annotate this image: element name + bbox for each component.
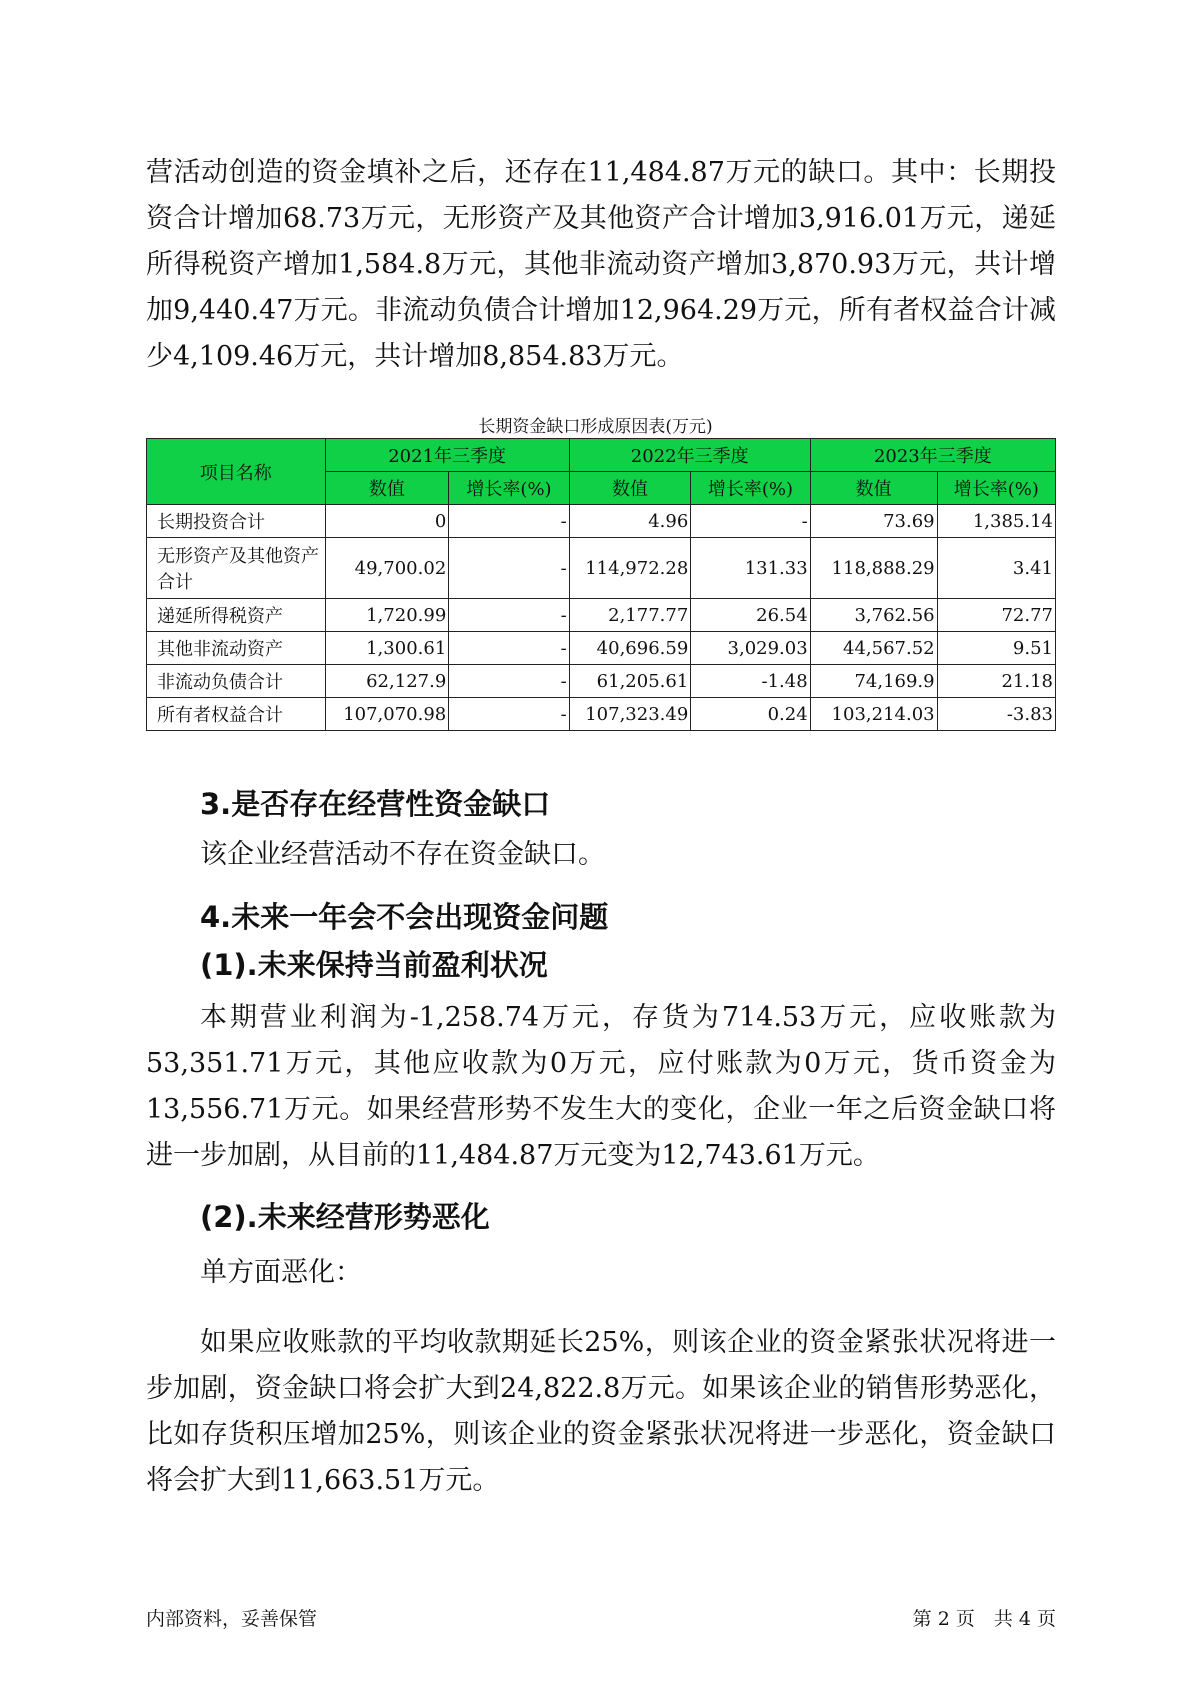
cell-growth: - <box>449 505 569 538</box>
period-header-2023: 2023年三季度 <box>810 439 1055 472</box>
cell-value: 61,205.61 <box>569 665 691 698</box>
worsen-paragraph: 如果应收账款的平均收款期延长25%，则该企业的资金紧张状况将进一步加剧，资金缺口将会扩大到24,822.8万元。如果该企业的销售形势恶化，比如存货积压增加25%，则该企业的资金紧张状况将进一步恶化，资金缺口将会扩大到11,663.51万元。 <box>146 1327 1056 1496</box>
cell-value: 49,700.02 <box>325 538 449 599</box>
cell-value: 2,177.77 <box>569 599 691 632</box>
cell-growth: 21.18 <box>937 665 1055 698</box>
period-header-2021: 2021年三季度 <box>325 439 569 472</box>
cell-growth: - <box>449 632 569 665</box>
cell-value: 4.96 <box>569 505 691 538</box>
item-name-header: 项目名称 <box>147 439 326 505</box>
cell-growth: - <box>449 698 569 731</box>
footer-confidential: 内部资料，妥善保管 <box>146 1608 318 1630</box>
cell-growth: -1.48 <box>691 665 810 698</box>
table-row <box>147 599 1056 632</box>
period-header-2022: 2022年三季度 <box>569 439 810 472</box>
capital-gap-table <box>146 438 1056 731</box>
cell-value: 62,127.9 <box>325 665 449 698</box>
table-row <box>147 665 1056 698</box>
single-side-label: 单方面恶化： <box>200 1257 362 1288</box>
footer-page-number: 第 2 页 共 4 页 <box>912 1608 1056 1630</box>
growth-header: 增长率(%) <box>937 472 1055 505</box>
cell-value: 73.69 <box>810 505 937 538</box>
section3-body: 该企业经营活动不存在资金缺口。 <box>200 839 605 870</box>
cell-growth: 26.54 <box>691 599 810 632</box>
table-row <box>147 505 1056 538</box>
cell-value: 1,300.61 <box>325 632 449 665</box>
cell-value: 107,070.98 <box>325 698 449 731</box>
table-row <box>147 698 1056 731</box>
cell-value: 3,762.56 <box>810 599 937 632</box>
cell-value: 0 <box>325 505 449 538</box>
cell-value: 107,323.49 <box>569 698 691 731</box>
cell-value: 118,888.29 <box>810 538 937 599</box>
value-header: 数值 <box>325 472 449 505</box>
cell-growth: - <box>691 505 810 538</box>
cell-growth: 3.41 <box>937 538 1055 599</box>
cell-growth: 0.24 <box>691 698 810 731</box>
cell-growth: 131.33 <box>691 538 810 599</box>
section3-heading: 3.是否存在经营性资金缺口 <box>200 787 551 821</box>
section4-heading: 4.未来一年会不会出现资金问题 <box>200 900 609 934</box>
row-name: 递延所得税资产 <box>147 599 326 632</box>
subsection1-heading: (1).未来保持当前盈利状况 <box>200 948 548 982</box>
row-name: 无形资产及其他资产合计 <box>147 538 326 599</box>
row-name: 非流动负债合计 <box>147 665 326 698</box>
cell-value: 114,972.28 <box>569 538 691 599</box>
table-row <box>147 538 1056 599</box>
profit-paragraph: 本期营业利润为-1,258.74万元，存货为714.53万元，应收账款为53,351.71万元，其他应收款为0万元，应付账款为0万元，货币资金为13,556.71万元。如果经营形势不发生大的变化，企业一年之后资金缺口将进一步加剧，从目前的11,484.87万元变为12,743.61万元。 <box>146 1002 1056 1171</box>
cell-growth: 3,029.03 <box>691 632 810 665</box>
value-header: 数值 <box>569 472 691 505</box>
row-name: 所有者权益合计 <box>147 698 326 731</box>
intro-paragraph: 营活动创造的资金填补之后，还存在11,484.87万元的缺口。其中：长期投资合计增加68.73万元，无形资产及其他资产合计增加3,916.01万元，递延所得税资产增加1,584.8万元，其他非流动资产增加3,870.93万元，共计增加9,440.47万元。非流动负债合计增加12,964.29万元，所有者权益合计减少4,109.46万元，共计增加8,854.83万元。 <box>146 157 1056 372</box>
cell-value: 103,214.03 <box>810 698 937 731</box>
cell-growth: - <box>449 538 569 599</box>
cell-growth: - <box>449 665 569 698</box>
cell-value: 74,169.9 <box>810 665 937 698</box>
cell-value: 40,696.59 <box>569 632 691 665</box>
cell-growth: -3.83 <box>937 698 1055 731</box>
row-name: 其他非流动资产 <box>147 632 326 665</box>
cell-growth: - <box>449 599 569 632</box>
cell-value: 44,567.52 <box>810 632 937 665</box>
subsection2-heading: (2).未来经营形势恶化 <box>200 1200 490 1234</box>
cell-growth: 72.77 <box>937 599 1055 632</box>
table-caption: 长期资金缺口形成原因表(万元) <box>478 417 713 437</box>
growth-header: 增长率(%) <box>691 472 810 505</box>
row-name: 长期投资合计 <box>147 505 326 538</box>
cell-growth: 1,385.14 <box>937 505 1055 538</box>
cell-value: 1,720.99 <box>325 599 449 632</box>
cell-growth: 9.51 <box>937 632 1055 665</box>
growth-header: 增长率(%) <box>449 472 569 505</box>
table-row <box>147 632 1056 665</box>
value-header: 数值 <box>810 472 937 505</box>
